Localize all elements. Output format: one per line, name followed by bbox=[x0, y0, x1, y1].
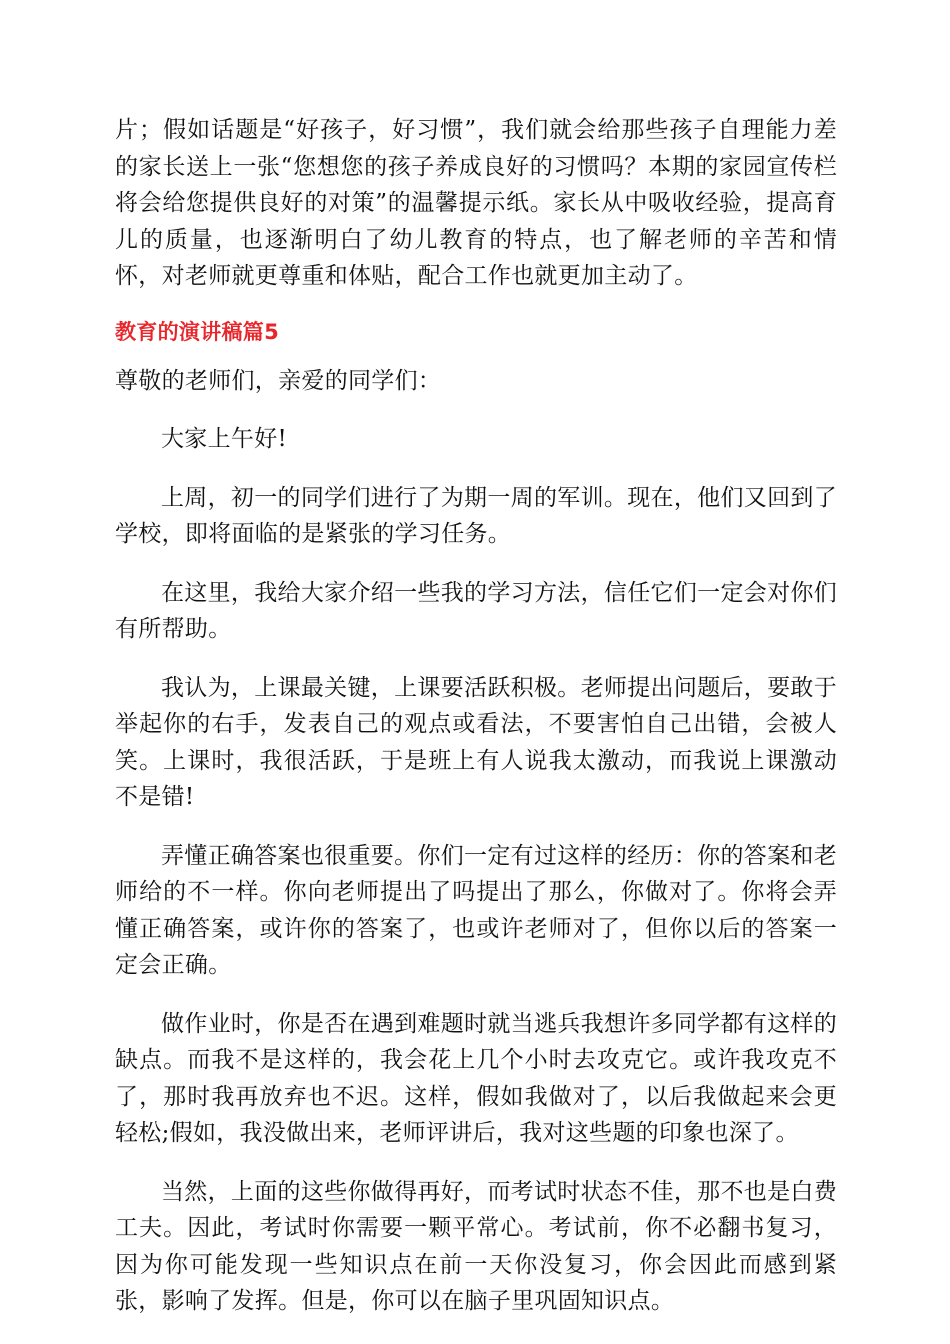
section-heading: 教育的演讲稿篇5 bbox=[115, 319, 280, 344]
paragraph-greeting: 大家上午好! bbox=[161, 426, 288, 452]
paragraph-homework: 做作业时，你是否在遇到难题时就当逃兵我想许多同学都有这样的缺点。而我不是这样的，我会花上几个小时去攻克它。或许我攻克不了，那时我再放弃也不迟。这样，假如我做对了，以后我做起来会更轻松;假如，我没做出来，老师评讲后，我对这些题的印象也深了。 bbox=[115, 1010, 837, 1146]
paragraph-class-participation: 我认为，上课最关键，上课要活跃积极。老师提出问题后，要敢于举起你的右手，发表自己的观点或看法，不要害怕自己出错，会被人笑。上课时，我很活跃，于是班上有人说我太激动，而我说上课激动不是错! bbox=[115, 674, 837, 810]
paragraph-continuation: 片；假如话题是“好孩子，好习惯”，我们就会给那些孩子自理能力差的家长送上一张“您想您的孩子养成良好的习惯吗？本期的家园宣传栏将会给您提供良好的对策”的温馨提示纸。家长从中吸收经验，提高育儿的质量，也逐渐明白了幼儿教育的特点，也了解老师的辛苦和情怀，对老师就更尊重和体贴，配合工作也就更加主动了。 bbox=[115, 117, 837, 289]
paragraph-military-training: 上周，初一的同学们进行了为期一周的军训。现在，他们又回到了学校，即将面临的是紧张的学习任务。 bbox=[115, 484, 837, 547]
paragraph-correct-answers: 弄懂正确答案也很重要。你们一定有过这样的经历：你的答案和老师给的不一样。你向老师提出了吗提出了那么，你做对了。你将会弄懂正确答案，或许你的答案了，也或许老师对了，但你以后的答案一定会正确。 bbox=[115, 842, 837, 978]
document-page bbox=[115, 112, 837, 1342]
salutation: 尊敬的老师们，亲爱的同学们： bbox=[115, 367, 442, 394]
paragraph-exam-mindset: 当然，上面的这些你做得再好，而考试时状态不佳，那不也是白费工夫。因此，考试时你需要一颗平常心。考试前，你不必翻书复习，因为你可能发现一些知识点在前一天你没复习，你会因此而感到紧张，影响了发挥。但是，你可以在脑子里巩固知识点。 bbox=[115, 1178, 837, 1314]
paragraph-introduction: 在这里，我给大家介绍一些我的学习方法，信任它们一定会对你们有所帮助。 bbox=[115, 579, 837, 642]
